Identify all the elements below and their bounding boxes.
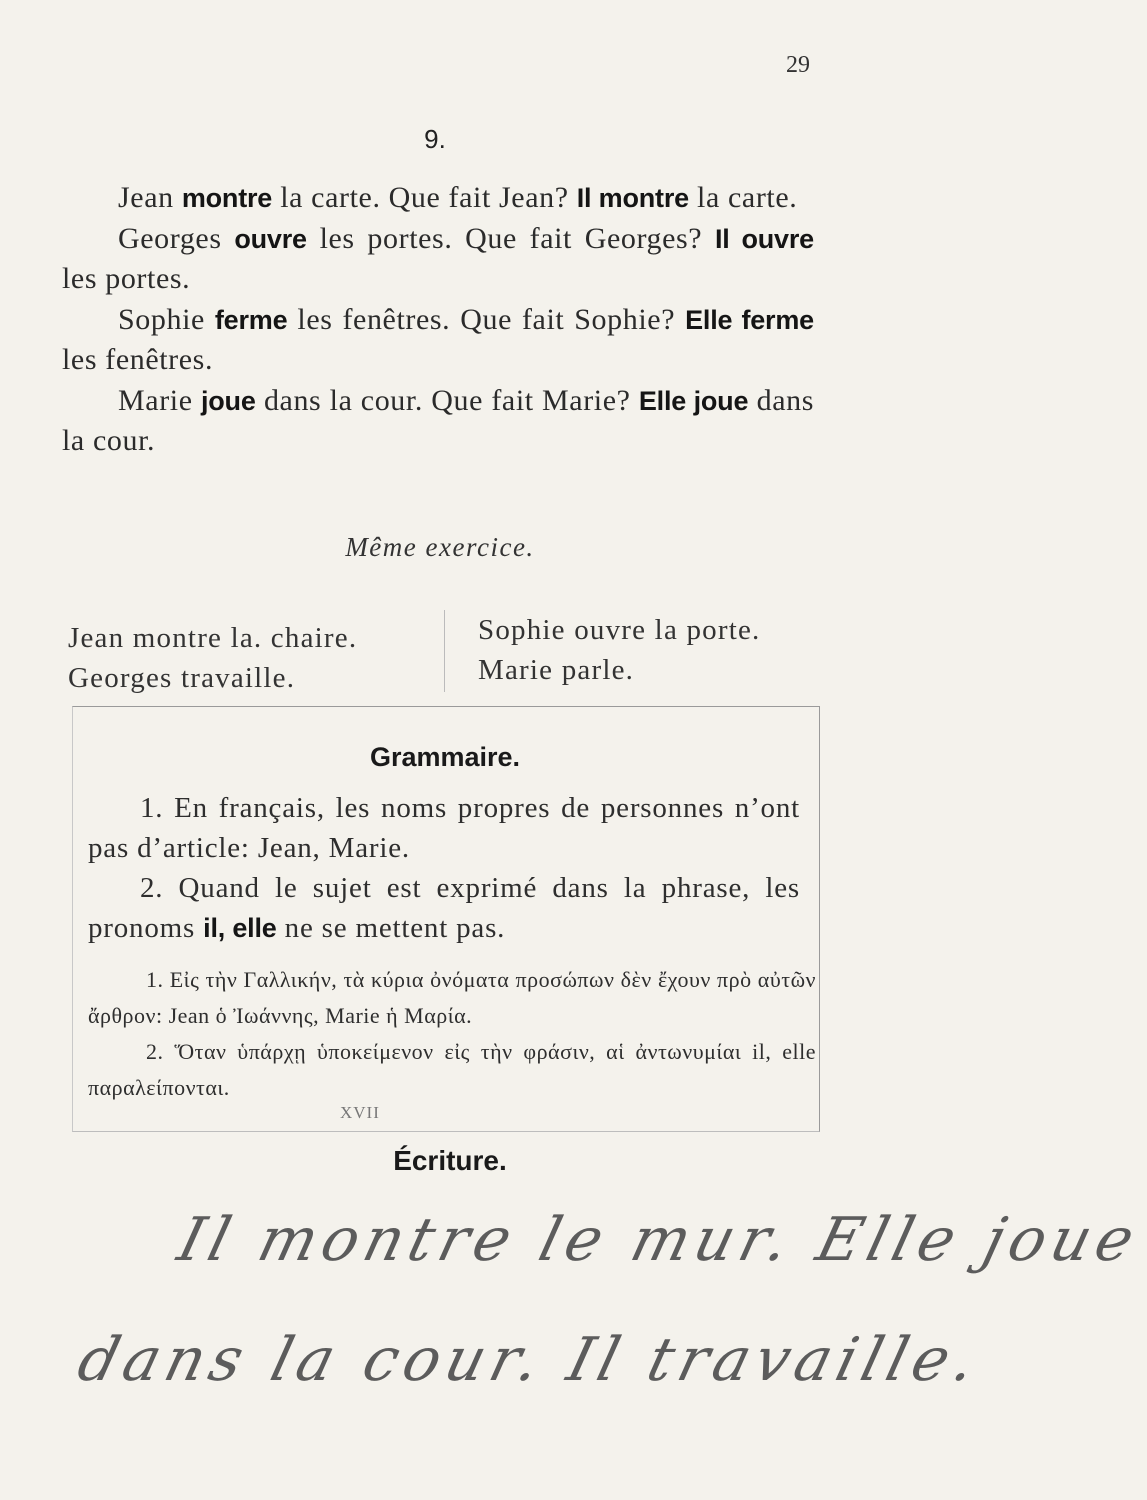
handwriting-line-2: dans la cour. Il travaille. [71, 1325, 989, 1395]
grammar-heading: Grammaire. [369, 742, 521, 772]
exercise-paragraph-3: Sophie ferme les fenêtres. Que fait Sophie? Elle ferme les fenêtres. [62, 302, 814, 376]
handwriting-line-1: Il montre le mur. Elle joue [171, 1205, 1147, 1275]
grammar-rules-french [88, 788, 800, 948]
grammar-greek-rule-2: 2. Ὅταν ὑπάρχῃ ὑποκείμενον εἰς τὴν φράσιν, αἱ ἀντωνυμίαι il, elle παραλείπονται. [88, 1039, 816, 1100]
grammar-rules-greek [88, 962, 816, 1106]
meme-exercice-line: Jean montre la. chaire. [68, 622, 358, 654]
lesson-number: 9. [424, 124, 446, 154]
page-number: 29 [786, 52, 810, 78]
meme-exercice-left-column [68, 618, 428, 698]
grammar-greek-rule-1: 1. Εἰς τὴν Γαλλικήν, τὰ κύρια ὀνόματα προσώπων δὲν ἔχουν πρὸ αὐτῶν ἄρθρον: Jean ὁ Ἰωάννης, Marie ἡ Μαρία. [88, 967, 816, 1028]
exercise-text [62, 178, 814, 462]
meme-exercice-line: Marie parle. [478, 654, 635, 686]
exercise-paragraph-4: Marie joue dans la cour. Que fait Marie? Elle joue dans la cour. [62, 383, 814, 457]
meme-exercice-line: Sophie ouvre la porte. [478, 614, 761, 646]
grammar-rule-1: 1. En français, les noms propres de personnes n’ont pas d’article: Jean, Marie. [88, 792, 800, 864]
ecriture-heading: Écriture. [393, 1145, 507, 1176]
meme-exercice-columns [68, 610, 828, 694]
meme-exercice-right-column [478, 610, 828, 690]
exercise-paragraph-2: Georges ouvre les portes. Que fait Georges? Il ouvre les portes. [62, 221, 814, 295]
exercise-paragraph-1: Jean montre la carte. Que fait Jean? Il montre la carte. [118, 181, 798, 214]
grammar-rule-2: 2. Quand le sujet est exprimé dans la phrase, les pronoms il, elle ne se mettent pas. [88, 872, 800, 944]
column-divider [444, 610, 445, 692]
meme-exercice-line: Georges travaille. [68, 662, 296, 694]
plate-mark: XVII [340, 1103, 380, 1122]
meme-exercice-heading: Même exercice. [345, 532, 535, 562]
